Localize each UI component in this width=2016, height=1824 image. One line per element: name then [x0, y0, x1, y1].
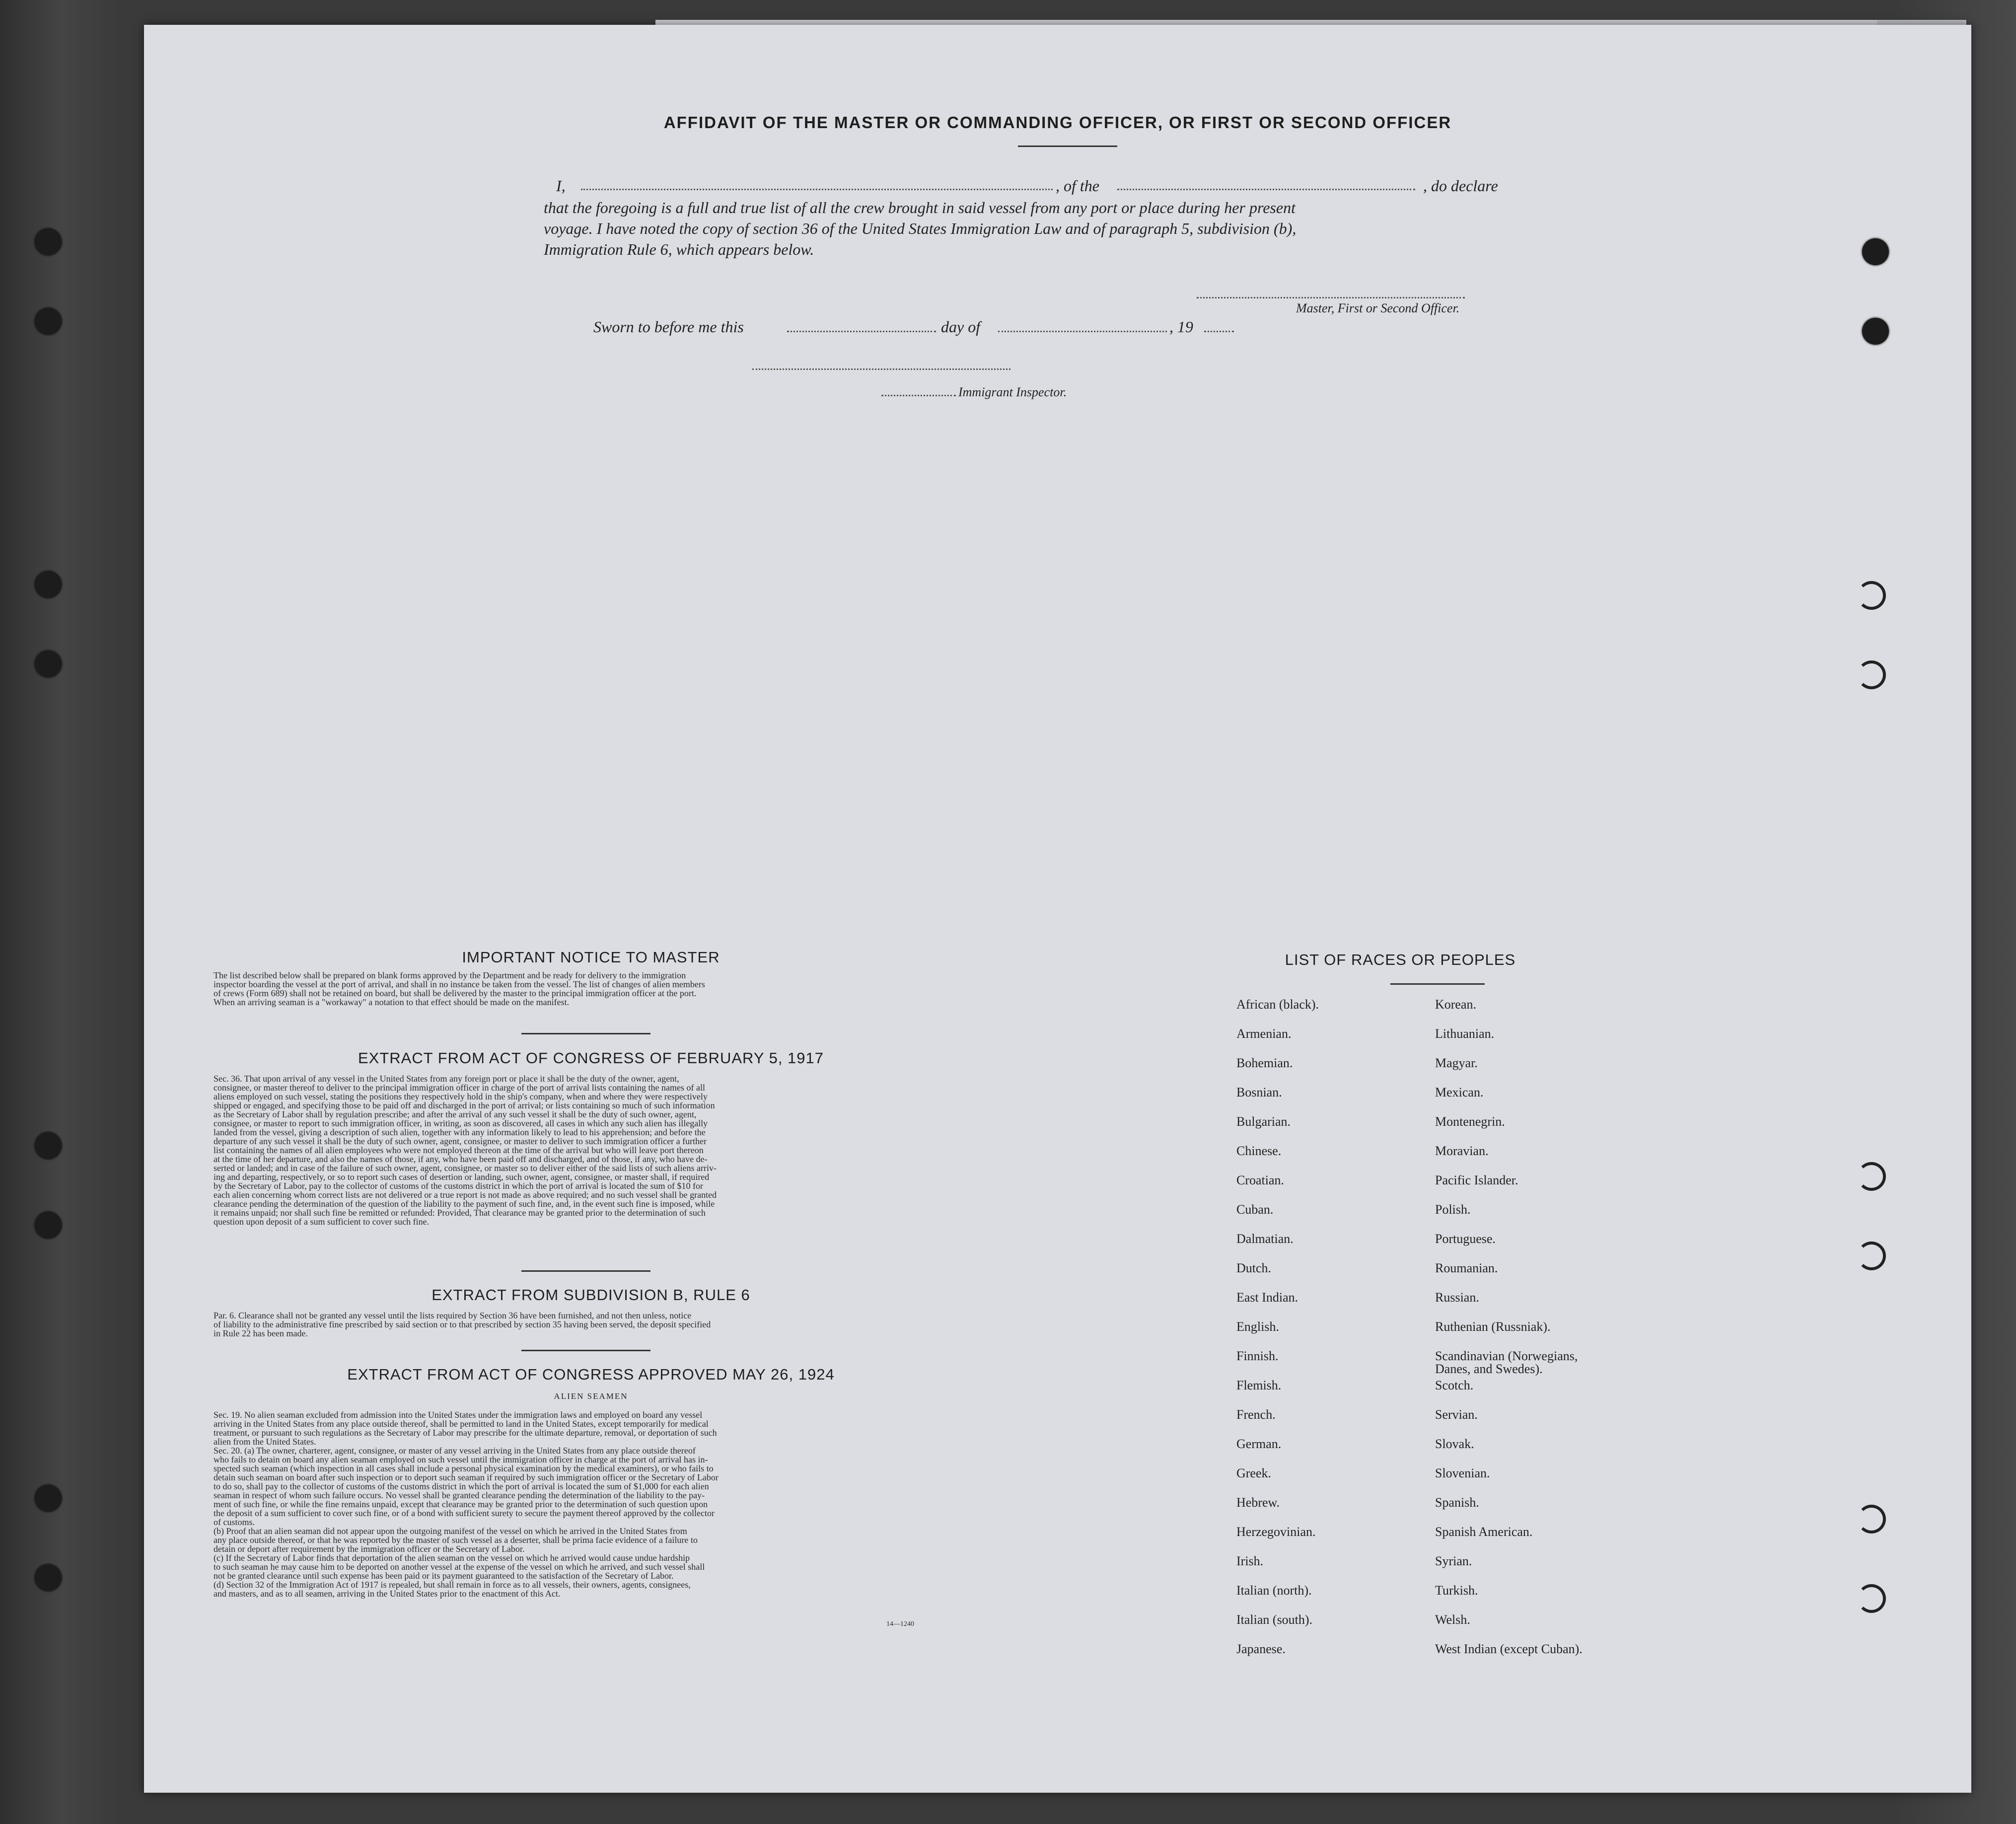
race-entry: Bulgarian. [1236, 1114, 1291, 1129]
race-entry: African (black). [1236, 997, 1319, 1012]
race-entry: Moravian. [1435, 1144, 1489, 1158]
year-label: , 19 [1169, 318, 1193, 336]
race-entry: Welsh. [1435, 1612, 1470, 1627]
text-line: (b) Proof that an alien seaman did not appear upon the outgoing manifest of the vessel on which he arrived in the United States from [214, 1526, 687, 1536]
form-page [144, 25, 1971, 1793]
section-divider [521, 1350, 650, 1351]
races-right-column [1435, 998, 1673, 1672]
race-entry: Bohemian. [1236, 1056, 1293, 1070]
binder-hole-icon [35, 651, 62, 677]
officer-signature-field[interactable] [1197, 297, 1465, 298]
affidavit-heading: AFFIDAVIT OF THE MASTER OR COMMANDING OFFICER, OR FIRST OR SECOND OFFICER [663, 113, 1452, 132]
race-entry: Chinese. [1236, 1144, 1282, 1158]
binder-ring-icon [1857, 581, 1886, 610]
section-divider [521, 1270, 650, 1272]
day-of-label: day of [941, 318, 981, 336]
race-entry: Cuban. [1236, 1202, 1274, 1217]
declaration-line: voyage. I have noted the copy of section 36 of the United States Immigration Law and of paragraph 5, subdivision (b), [544, 219, 1296, 237]
text-line: each alien concerning whom correct lists are not delivered or a true report is not made as above required; and no such vessel shall be granted [214, 1190, 717, 1200]
race-entry: Dalmatian. [1236, 1232, 1294, 1246]
text-line: question upon deposit of a sum sufficient to cover such fine. [214, 1217, 430, 1227]
text-line: aliens employed on such vessel, stating the positions they respectively hold in the ship's company, when and where they were respectively [214, 1092, 708, 1101]
binder-hole-icon [35, 1212, 62, 1239]
text-line: any place outside thereof, or that he was reported by the master of such vessel as a deserter, shall be prima facie evidence of a failure to [214, 1535, 698, 1545]
text-line: detain such seaman on board after such inspection or to deport such seaman if required by such immigration officer or the Secretary of Labor [214, 1472, 719, 1482]
text-line: Sec. 36. That upon arrival of any vessel in the United States from any foreign port or place it shall be the duty of the owner, agent, [214, 1074, 679, 1084]
text-line: consignee, or master thereof to deliver to the principal immigration officer in charge of the port of arrival lists containing the names of all [214, 1083, 706, 1093]
text-line: to such seaman he may cause him to be deported on another vessel at the expense of the vessel on which he arrived, and such vessel shall [214, 1562, 705, 1572]
text-line: detain or deport after requirement by the immigration officer or the Secretary of Labor. [214, 1544, 525, 1554]
race-entry: Armenian. [1236, 1026, 1292, 1041]
binder-ring-icon [1857, 1162, 1886, 1191]
text-line: of customs. [214, 1517, 255, 1527]
extract-1917-text [214, 1074, 963, 1226]
text-line: shipped or engaged, and specifying those to be paid off and discharged in the port of arrival; or lists containing so much of such information [214, 1100, 715, 1110]
binder-ring-icon [1857, 660, 1886, 689]
declaration-line: that the foregoing is a full and true list of all the crew brought in said vessel from any port or place during her present [544, 199, 1296, 217]
officer-signature-label: Master, First or Second Officer. [1296, 301, 1460, 315]
declare-label: , do declare [1423, 177, 1498, 195]
race-entry: Turkish. [1435, 1583, 1478, 1598]
heading-divider [1018, 146, 1117, 147]
text-line: (c) If the Secretary of Labor finds that deportation of the alien seaman on the vessel on which he arrived would cause undue hardship [214, 1553, 690, 1563]
text-line: Sec. 19. No alien seaman excluded from admission into the United States under the immigration laws and employed on board any vessel [214, 1410, 703, 1420]
race-entry: Croatian. [1236, 1173, 1285, 1187]
binder-ring-icon [1857, 1505, 1886, 1533]
race-entry: Magyar. [1435, 1056, 1478, 1070]
text-line: by the Secretary of Labor, pay to the collector of customs of the customs district in which the port of arrival is located the sum of $10 for [214, 1181, 704, 1191]
race-entry: Spanish. [1435, 1495, 1479, 1510]
inspector-signature-field[interactable] [752, 368, 1010, 370]
text-line: it remains unpaid; nor shall such fine be remitted or refunded: Provided, That clearance may be granted prior to the determination of such [214, 1208, 706, 1218]
race-entry: Scandinavian (Norwegians, Danes, and Swedes). [1435, 1349, 1578, 1376]
sworn-day-field[interactable] [787, 331, 936, 332]
race-entry: Italian (south). [1236, 1612, 1313, 1627]
binder-hole-icon [1862, 318, 1889, 345]
races-heading: LIST OF RACES OR PEOPLES [1285, 951, 1516, 968]
notice-text: The list described below shall be prepared on blank forms approved by the Department and be ready for delivery to the immigration inspector boarding the vessel at the port of arrival, and shall in no instance be taken from the vessel. The list of changes of alien members of crews (Form 689) shall not be retained on board, but shall be delivered by the master to the principal immigration officer at the port. When an arriving seaman is a "workaway" a notation to that effect should be made on the manifest. [214, 970, 705, 1007]
race-entry: Bosnian. [1236, 1085, 1282, 1099]
race-entry: Servian. [1435, 1407, 1478, 1422]
race-entry: Polish. [1435, 1202, 1471, 1217]
race-entry: Spanish American. [1435, 1525, 1533, 1539]
race-entry: Dutch. [1236, 1261, 1272, 1275]
text-line: consignee, or master to report to such immigration officer, in writing, as soon as discovered, all cases in which any such alien has illegally [214, 1118, 708, 1128]
race-entry: Montenegrin. [1435, 1114, 1505, 1129]
race-entry: Japanese. [1236, 1642, 1286, 1656]
race-entry: Portuguese. [1435, 1232, 1496, 1246]
text-line: who fails to detain on board any alien seaman employed on such vessel until the immigration officer in charge at the port of arrival has in- [214, 1455, 708, 1464]
notice-heading: IMPORTANT NOTICE TO MASTER [462, 948, 720, 966]
vessel-name-field[interactable] [1117, 189, 1415, 190]
inspector-label: Immigrant Inspector. [958, 385, 1067, 399]
race-entry: Slovenian. [1435, 1466, 1490, 1480]
race-entry: East Indian. [1236, 1290, 1298, 1305]
race-entry: Korean. [1435, 997, 1477, 1012]
race-entry: Flemish. [1236, 1378, 1282, 1392]
text-line: landed from the vessel, giving a description of such alien, together with any information likely to lead to his apprehension; and before the [214, 1127, 706, 1137]
vessel-label: , of the [1056, 177, 1099, 195]
text-line: of liability to the administrative fine prescribed by said section or to that prescribed by section 35 having been served, the deposit specified [214, 1319, 711, 1329]
declarant-label: I, [556, 177, 566, 195]
text-line: Par. 6. Clearance shall not be granted any vessel until the lists required by Section 36 have been furnished, and not then unless, notice [214, 1311, 692, 1320]
race-entry: Scotch. [1435, 1378, 1474, 1392]
race-entry: Irish. [1236, 1554, 1264, 1568]
text-line: spected such seaman (which inspection in all cases shall include a personal physical examination by the medical examiners), or who fails to [214, 1463, 714, 1473]
race-entry: Italian (north). [1236, 1583, 1312, 1598]
race-entry: Lithuanian. [1435, 1026, 1495, 1041]
text-line: clearance pending the determination of the question of the liability to the payment of such fine, and, in the event such fine is imposed, while [214, 1199, 715, 1209]
binder-hole-icon [1862, 238, 1889, 265]
declaration-line: Immigration Rule 6, which appears below. [544, 240, 814, 258]
text-line: the deposit of a sum sufficient to cover such fine, or of a bond with sufficient surety to secure the payment thereof approved by the collector [214, 1508, 715, 1518]
declarant-name-field[interactable] [581, 189, 1053, 190]
race-entry: Greek. [1236, 1466, 1272, 1480]
form-number: 14—1240 [886, 1620, 914, 1628]
race-entry: Herzegovinian. [1236, 1525, 1316, 1539]
extract-1924-subheading: ALIEN SEAMEN [554, 1391, 628, 1401]
text-line: in Rule 22 has been made. [214, 1328, 308, 1338]
text-line: and masters, and as to all seamen, arriving in the United States prior to the enactment of this Act. [214, 1589, 561, 1599]
extract-1924-text [214, 1410, 963, 1598]
binder-hole-icon [35, 308, 62, 335]
race-entry: Hebrew. [1236, 1495, 1280, 1510]
text-line: ing and departing, respectively, or so to report such cases of desertion or landing, such owner, agent, consignee, or master shall, if required [214, 1172, 710, 1182]
race-entry: Mexican. [1435, 1085, 1484, 1099]
sworn-label: Sworn to before me this [593, 318, 744, 336]
text-line: to do so, shall pay to the collector of customs of the customs district in which the port of arrival is located the sum of $1,000 for each alien [214, 1481, 709, 1491]
race-entry: English. [1236, 1319, 1279, 1334]
race-entry: Russian. [1435, 1290, 1479, 1305]
binder-hole-icon [35, 1564, 62, 1591]
extract-rule6-heading: EXTRACT FROM SUBDIVISION B, RULE 6 [432, 1286, 750, 1304]
race-entry: Finnish. [1236, 1349, 1279, 1363]
races-divider [1390, 983, 1485, 985]
text-line: seaman in respect of whom such failure occurs. No vessel shall be granted clearance pending the determination of the liability to the pay- [214, 1490, 705, 1500]
text-line: at the time of her departure, and also the names of those, if any, who have been paid off and discharged, and of those, if any, who have de- [214, 1154, 708, 1164]
race-entry: French. [1236, 1407, 1276, 1422]
sworn-year-field[interactable] [1204, 331, 1234, 332]
text-line: arriving in the United States from any place outside thereof, shall be permitted to land in the United States, except temporarily for medical [214, 1419, 709, 1429]
binder-ring-icon [1857, 1241, 1886, 1270]
binder-hole-icon [35, 228, 62, 255]
text-line: departure of any such vessel it shall be the duty of such owner, agent, consignee, or master to deliver to such immigration officer a further [214, 1136, 707, 1146]
race-entry: West Indian (except Cuban). [1435, 1642, 1583, 1656]
inspector-signature-field[interactable] [881, 395, 956, 396]
race-entry: Ruthenian (Russniak). [1435, 1319, 1551, 1334]
races-left-column [1236, 998, 1425, 1672]
text-line: serted or landed; and in case of the failure of such owner, agent, consignee, or master so to deliver either of the said lists of such aliens arriv- [214, 1163, 717, 1173]
binder-hole-icon [35, 1485, 62, 1512]
extract-rule6-text [214, 1311, 963, 1338]
text-line: alien from the United States. [214, 1437, 316, 1447]
race-entry: Syrian. [1435, 1554, 1472, 1568]
extract-1917-heading: EXTRACT FROM ACT OF CONGRESS OF FEBRUARY 5, 1917 [358, 1049, 824, 1067]
text-line: (d) Section 32 of the Immigration Act of 1917 is repealed, but shall remain in force as to all vessels, their owners, agents, consignees, [214, 1580, 691, 1590]
text-line: treatment, or pursuant to such regulations as the Secretary of Labor may prescribe for the ultimate departure, removal, or deportation of such [214, 1428, 717, 1438]
binder-hole-icon [35, 1132, 62, 1159]
text-line: Sec. 20. (a) The owner, charterer, agent, consignee, or master of any vessel arriving in the United States from any place outside thereof [214, 1446, 696, 1456]
text-line: ment of such fine, or while the fine remains unpaid, except that clearance may be granted prior to the determination of such question upon [214, 1499, 708, 1509]
section-divider [521, 1033, 650, 1034]
extract-1924-heading: EXTRACT FROM ACT OF CONGRESS APPROVED MAY 26, 1924 [347, 1366, 835, 1383]
race-entry: Roumanian. [1435, 1261, 1498, 1275]
race-entry: Slovak. [1435, 1437, 1474, 1451]
sworn-month-field[interactable] [998, 331, 1167, 332]
text-line: as the Secretary of Labor shall by regulation prescribe; and after the arrival of any such vessel it shall be the duty of such owner, agent, [214, 1109, 697, 1119]
binder-ring-icon [1857, 1584, 1886, 1613]
race-entry: Pacific Islander. [1435, 1173, 1518, 1187]
text-line: not be granted clearance until such expense has been paid or its payment guaranteed to the satisfaction of the Secretary of Labor. [214, 1571, 674, 1581]
binder-hole-icon [35, 571, 62, 598]
text-line: list containing the names of all alien employees who were not employed thereon at the time of the arrival but who will leave port thereon [214, 1145, 704, 1155]
race-entry: German. [1236, 1437, 1282, 1451]
